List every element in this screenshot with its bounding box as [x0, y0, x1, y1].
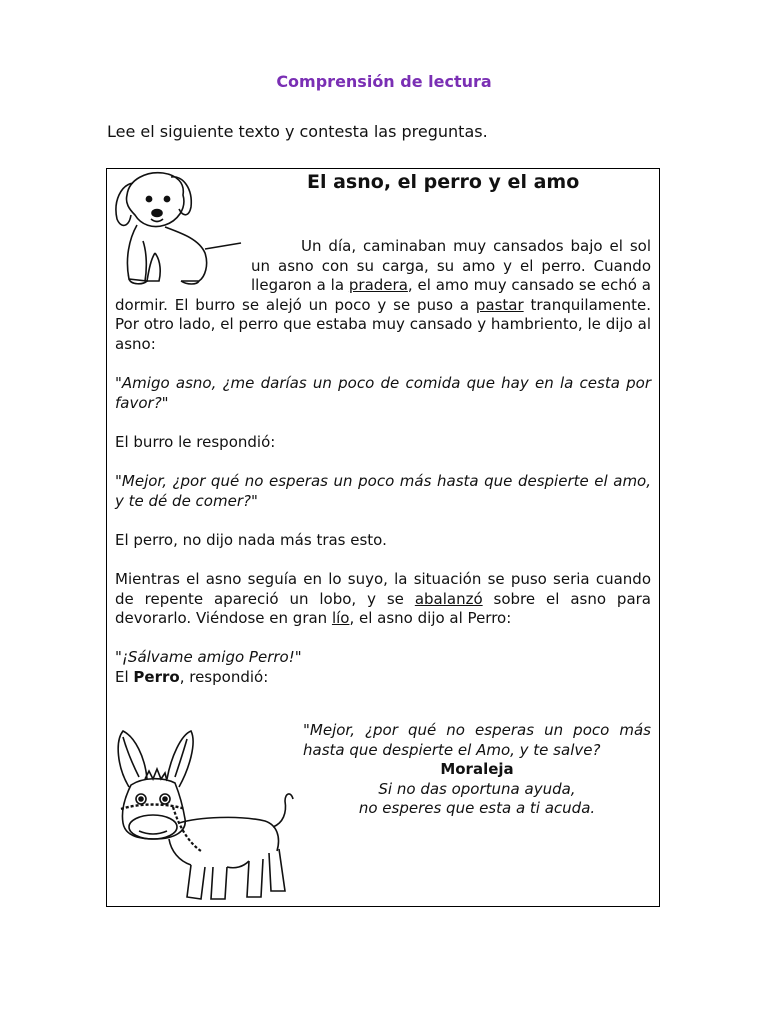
page-title: Comprensión de lectura: [276, 72, 492, 91]
quote-mark-open: ": [115, 374, 122, 393]
dog-text-wrap: [115, 237, 251, 295]
word-lio: lío: [331, 609, 350, 628]
word-abalanzo: abalanzó: [414, 589, 483, 608]
quote-dog-request-text: Amigo asno, ¿me darías un poco de comida que hay en la cesta por favor?: [115, 374, 651, 412]
wolf-text-3: , el asno dijo al Perro:: [349, 609, 512, 628]
donkey-illustration: [109, 727, 295, 907]
line-dog-silent: El perro, no dijo nada más tras esto.: [115, 530, 387, 549]
story-title: El asno, el perro y el amo: [307, 171, 580, 193]
closing-block: [303, 721, 651, 819]
quote-mark-open: ": [115, 648, 122, 667]
quote-donkey-answer: [115, 472, 651, 511]
moral-line-2: no esperes que esta a ti acuda.: [358, 799, 596, 818]
moraleja-title: Moraleja: [440, 760, 514, 779]
moral-line-1: Si no das oportuna ayuda,: [378, 779, 576, 798]
dog-reply-text-1: El: [115, 668, 134, 687]
instructions: Lee el siguiente texto y contesta las preguntas.: [107, 122, 488, 141]
story-box: [106, 168, 660, 907]
paragraph-wolf: [115, 570, 651, 629]
word-pastar: pastar: [475, 295, 524, 314]
intro-text-1: Un día, caminaban muy cansados bajo el sol un asno con su carga, su amo y el perro. Cuando llegaron a la: [251, 237, 651, 295]
quote-donkey-plea: [115, 648, 651, 668]
quote-dog-request: [115, 374, 651, 413]
paragraph-intro: [115, 237, 651, 355]
wolf-text-2: sobre el asno para devorarlo. Viéndose en gran: [115, 589, 651, 628]
quote-mark-open: ": [115, 472, 122, 491]
quote-mark-close: ": [250, 491, 258, 510]
quote-donkey-answer-text: Mejor, ¿por qué no esperas un poco más hasta que despierte el amo, y te dé de comer?: [115, 472, 651, 510]
dog-reply-bold: Perro: [133, 668, 180, 687]
intro-text-2: , el amo muy cansado se echó a dormir. El burro se alejó un poco y se puso a: [115, 276, 651, 314]
quote-mark-close: ": [294, 648, 302, 667]
story-body: [115, 237, 651, 688]
line-donkey-reply: El burro le respondió:: [115, 432, 276, 451]
quote-mark-close: ": [161, 393, 169, 412]
line-dog-answered: [115, 668, 651, 688]
word-pradera: pradera: [348, 276, 408, 295]
wolf-text-1: Mientras el asno seguía en lo suyo, la situación se puso seria cuando de repente apareció un lobo, y se: [115, 570, 651, 608]
dog-reply-text-2: , respondió:: [179, 668, 269, 687]
quote-dog-final: "Mejor, ¿por qué no esperas un poco más hasta que despierte el Amo, y te salve?: [303, 721, 651, 759]
quote-donkey-plea-text: ¡Sálvame amigo Perro!: [121, 648, 295, 667]
intro-text-3: tranquilamente. Por otro lado, el perro que estaba muy cansado y hambriento, le dijo al asno:: [115, 295, 651, 353]
